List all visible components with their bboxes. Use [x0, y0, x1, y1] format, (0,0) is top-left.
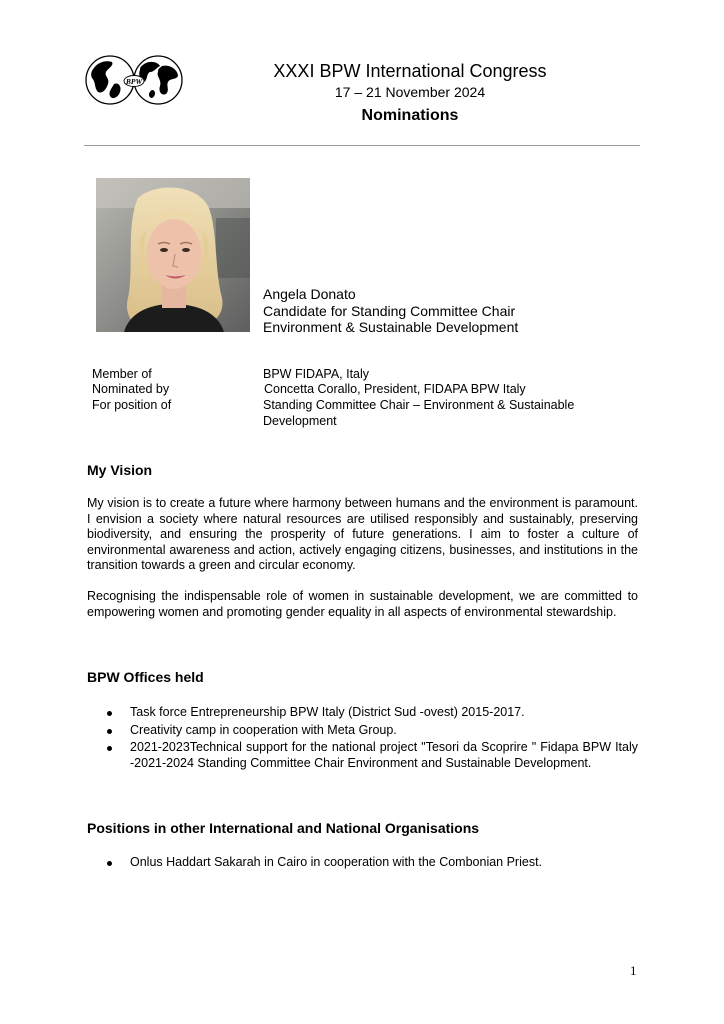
- list-item: Creativity camp in cooperation with Meta Group.: [107, 723, 638, 739]
- vision-paragraph-2: Recognising the indispensable role of women in sustainable development, we are committed to empowering women and promoting gender equality in all aspects of environmental stewardship.: [87, 589, 638, 619]
- list-item: 2021-2023Technical support for the national project "Tesori da Scoprire " Fidapa BPW Italy -2021-2024 Standing Committee Chair Environment and Sustainable Development.: [107, 740, 638, 771]
- vision-paragraph-1: My vision is to create a future where harmony between humans and the environment is paramount. I envision a society where natural resources are utilised responsibly and sustainably, preserving biodiversity, and ensuring the prosperity of future generations. I aim to foster a culture of environmental awareness and action, actively engaging citizens, businesses, and institutions in the transition towards a green and circular economy.: [87, 496, 638, 573]
- candidate-block: [263, 286, 518, 336]
- bpw-globe-logo: [84, 54, 184, 106]
- list-item: Onlus Haddart Sakarah in Cairo in cooperation with the Combonian Priest.: [107, 855, 638, 871]
- header-divider: [84, 145, 640, 146]
- section-title: Nominations: [361, 107, 459, 124]
- page-number: 1: [630, 963, 637, 978]
- logo-text: BPW: [125, 77, 143, 86]
- offices-heading: BPW Offices held: [87, 669, 204, 685]
- list-item: Task force Entrepreneurship BPW Italy (District Sud -ovest) 2015-2017.: [107, 705, 638, 721]
- candidate-name: Angela Donato: [263, 286, 356, 302]
- member-of-value: BPW FIDAPA, Italy: [263, 367, 370, 381]
- bullet-icon: [107, 861, 112, 866]
- offices-list: [107, 705, 638, 773]
- position-value: Standing Committee Chair – Environment & Sustainable Development: [263, 398, 575, 428]
- congress-title: XXXI BPW International Congress: [273, 61, 547, 81]
- candidate-role: Candidate for Standing Committee Chair: [263, 302, 516, 319]
- position-label: For position of: [92, 398, 172, 412]
- nominated-by-value: Concetta Corallo, President, FIDAPA BPW Italy: [264, 382, 526, 396]
- candidate-photo: [96, 178, 250, 332]
- positions-list: [107, 855, 638, 873]
- vision-heading: My Vision: [87, 462, 153, 478]
- congress-dates: 17 – 21 November 2024: [334, 84, 486, 100]
- bullet-icon: [107, 729, 112, 734]
- nominated-by-label: Nominated by: [92, 382, 170, 396]
- bullet-icon: [107, 711, 112, 716]
- candidate-committee: Environment & Sustainable Development: [263, 319, 519, 335]
- bullet-icon: [107, 746, 112, 751]
- positions-heading: Positions in other International and National Organisations: [87, 820, 480, 836]
- member-of-label: Member of: [92, 367, 152, 381]
